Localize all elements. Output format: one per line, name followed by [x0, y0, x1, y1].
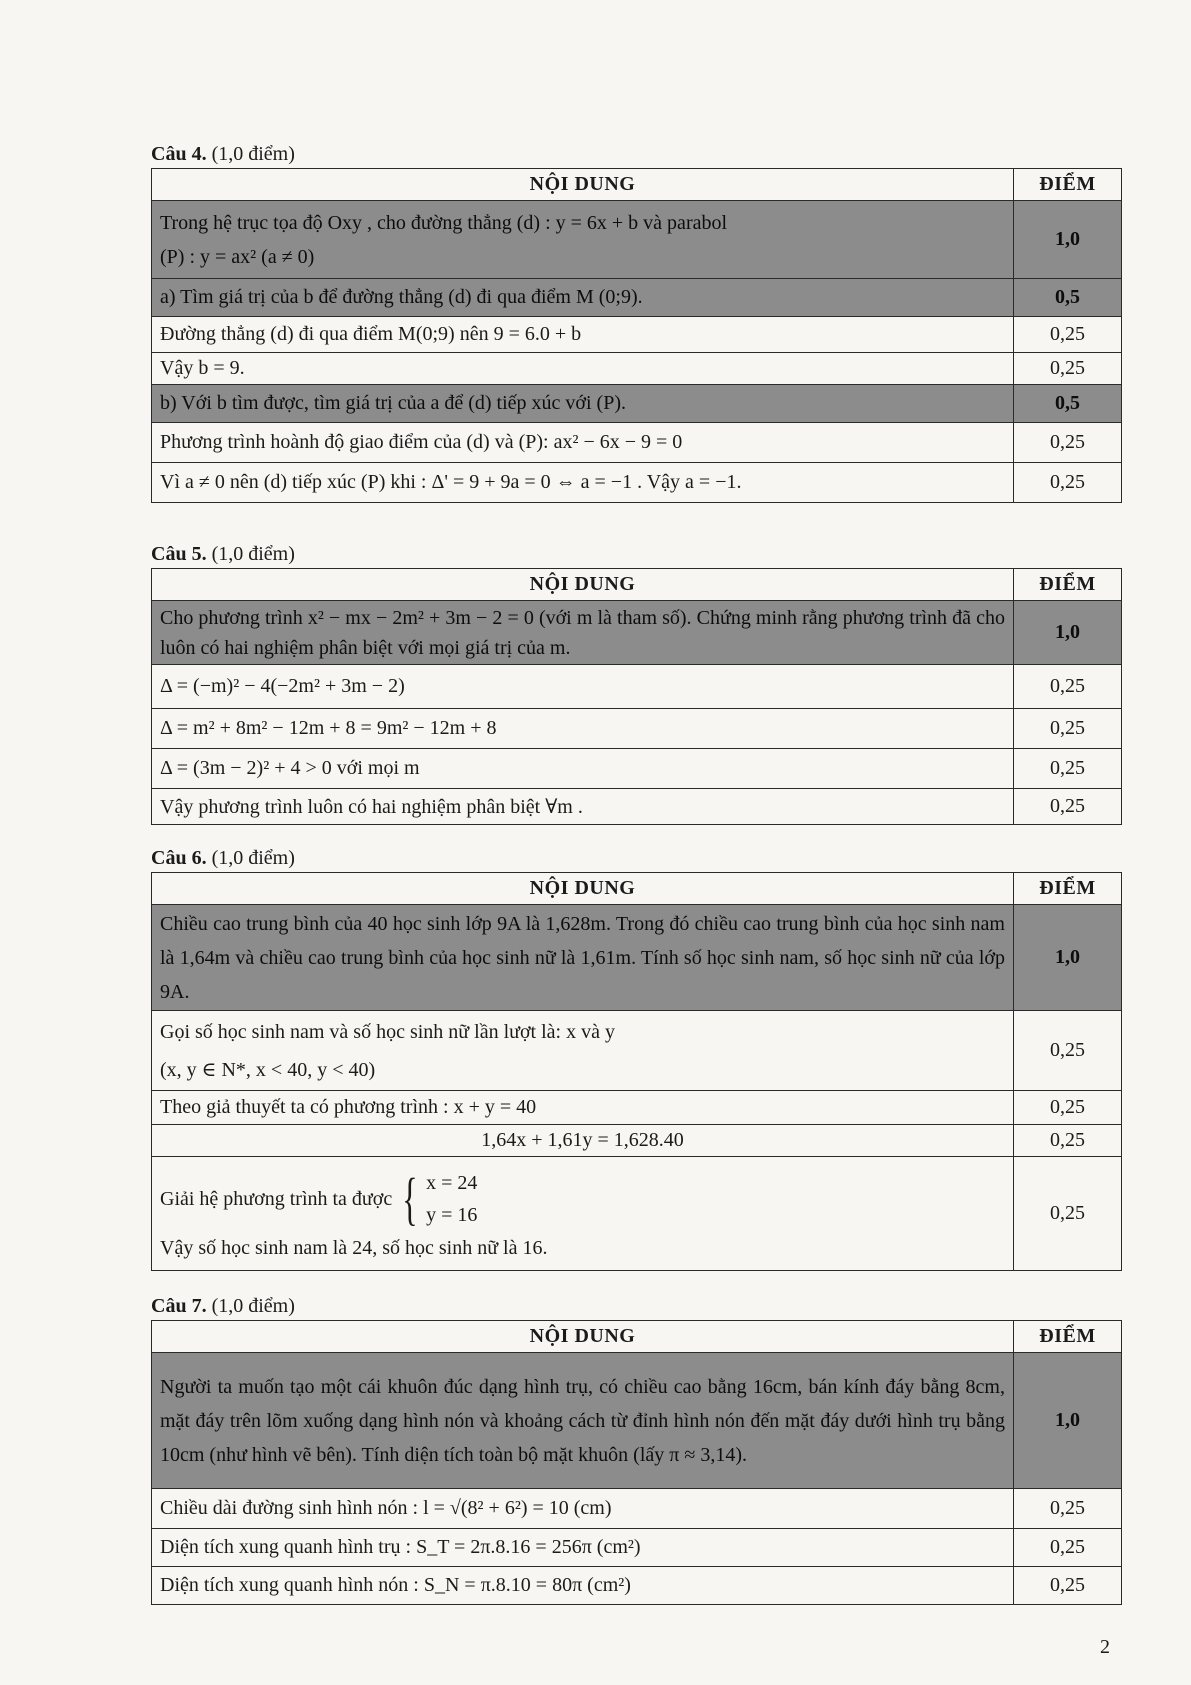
system-solution-line [160, 1167, 1005, 1231]
table-row [152, 317, 1122, 353]
table-header-row [152, 569, 1122, 601]
header-content: NỘI DUNG [152, 169, 1014, 201]
table-row [152, 279, 1122, 317]
table-row [152, 201, 1122, 279]
row-content: Δ = (−m)² − 4(−2m² + 3m − 2) [152, 665, 1014, 709]
question-5-number: Câu 5. [151, 543, 207, 565]
row-content: Δ = (3m − 2)² + 4 > 0 với mọi m [152, 749, 1014, 789]
question-7-title [151, 1292, 1121, 1320]
row-text-line2: (x, y ∈ N*, x < 40, y < 40) [160, 1058, 376, 1081]
row-points: 1,0 [1014, 601, 1122, 665]
row-points: 1,0 [1014, 905, 1122, 1011]
table-header-row [152, 1321, 1122, 1353]
row-content: Người ta muốn tạo một cái khuôn đúc dạng hình trụ, có chiều cao bằng 16cm, bán kính đáy bằng 8cm, mặt đáy trên lõm xuống dạng hình nón và khoảng cách từ đỉnh hình nón đến mặt đáy dưới hình trụ bằng 10cm (như hình vẽ bên). Tính diện tích toàn bộ mặt khuôn (lấy π ≈ 3,14). [152, 1353, 1014, 1489]
header-content: NỘI DUNG [152, 1321, 1014, 1353]
table-row [152, 423, 1122, 463]
row-points: 0,25 [1014, 1011, 1122, 1091]
question-7-section [151, 1292, 1121, 1605]
row-content: Vì a ≠ 0 nên (d) tiếp xúc (P) khi : Δ' = 9 + 9a = 0 ⇔ a = −1 . Vậy a = −1. [152, 463, 1014, 503]
table-header-row [152, 169, 1122, 201]
row-points: 0,25 [1014, 1529, 1122, 1567]
question-5-section [151, 540, 1121, 825]
row-text: Trong hệ trục tọa độ Oxy , cho đường thẳng (d) : y = 6x + b và parabol [160, 211, 728, 234]
row-points: 0,5 [1014, 279, 1122, 317]
table-row [152, 1489, 1122, 1529]
table-row [152, 1157, 1122, 1271]
header-points: ĐIỂM [1014, 569, 1122, 601]
table-row [152, 1529, 1122, 1567]
system-line-x: x = 24 [426, 1172, 478, 1194]
table-row [152, 1011, 1122, 1091]
row-points: 0,25 [1014, 1489, 1122, 1529]
row-content: Đường thẳng (d) đi qua điểm M(0;9) nên 9 = 6.0 + b [152, 317, 1014, 353]
row-content: 1,64x + 1,61y = 1,628.40 [152, 1125, 1014, 1157]
row-content: Diện tích xung quanh hình trụ : S_T = 2π.8.16 = 256π (cm²) [152, 1529, 1014, 1567]
table-header-row [152, 873, 1122, 905]
header-points: ĐIỂM [1014, 169, 1122, 201]
table-row [152, 905, 1122, 1011]
row-text-line2: (P) : y = ax² (a ≠ 0) [160, 245, 315, 268]
equation-system [396, 1167, 477, 1231]
system-line-y: y = 16 [426, 1204, 478, 1226]
table-row [152, 463, 1122, 503]
row-content: Vậy b = 9. [152, 353, 1014, 385]
question-7-points-label: (1,0 điểm) [211, 1295, 295, 1317]
question-5-table [151, 568, 1122, 825]
row-points: 0,25 [1014, 789, 1122, 825]
question-5-points-label: (1,0 điểm) [211, 543, 295, 565]
question-6-section [151, 844, 1121, 1271]
row-content: Theo giả thuyết ta có phương trình : x + y = 40 [152, 1091, 1014, 1125]
header-points: ĐIỂM [1014, 1321, 1122, 1353]
question-6-title [151, 844, 1121, 872]
row-content [152, 201, 1014, 279]
question-4-table [151, 168, 1122, 503]
row-points: 0,5 [1014, 385, 1122, 423]
row-content: a) Tìm giá trị của b để đường thẳng (d) đi qua điểm M (0;9). [152, 279, 1014, 317]
header-content: NỘI DUNG [152, 569, 1014, 601]
row-content: Chiều dài đường sinh hình nón : l = √(8² + 6²) = 10 (cm) [152, 1489, 1014, 1529]
question-4-title [151, 140, 1121, 168]
row-content: b) Với b tìm được, tìm giá trị của a để (d) tiếp xúc với (P). [152, 385, 1014, 423]
question-7-number: Câu 7. [151, 1295, 207, 1317]
question-6-number: Câu 6. [151, 847, 207, 869]
table-row [152, 1091, 1122, 1125]
row-points: 0,25 [1014, 317, 1122, 353]
row-content: Diện tích xung quanh hình nón : S_N = π.8.10 = 80π (cm²) [152, 1567, 1014, 1605]
row-points: 1,0 [1014, 201, 1122, 279]
table-row [152, 1353, 1122, 1489]
row-content [152, 1011, 1014, 1091]
question-4-number: Câu 4. [151, 143, 207, 165]
row-points: 0,25 [1014, 709, 1122, 749]
row-points: 0,25 [1014, 1125, 1122, 1157]
row-content: Cho phương trình x² − mx − 2m² + 3m − 2 = 0 (với m là tham số). Chứng minh rằng phương trình đã cho luôn có hai nghiệm phân biệt với mọi giá trị của m. [152, 601, 1014, 665]
row-content [152, 1157, 1014, 1271]
row-content: Chiều cao trung bình của 40 học sinh lớp 9A là 1,628m. Trong đó chiều cao trung bình của học sinh nam là 1,64m và chiều cao trung bình của học sinh nữ là 1,61m. Tính số học sinh nam, số học sinh nữ của lớp 9A. [152, 905, 1014, 1011]
row-points: 0,25 [1014, 1157, 1122, 1271]
row-points: 1,0 [1014, 1353, 1122, 1489]
question-4-section [151, 140, 1121, 503]
table-row [152, 1125, 1122, 1157]
row-content: Δ = m² + 8m² − 12m + 8 = 9m² − 12m + 8 [152, 709, 1014, 749]
table-row [152, 385, 1122, 423]
question-6-table [151, 872, 1122, 1271]
row-points: 0,25 [1014, 423, 1122, 463]
row-points: 0,25 [1014, 1091, 1122, 1125]
row-text-line2: Vậy số học sinh nam là 24, số học sinh nữ là 16. [160, 1237, 548, 1259]
table-row [152, 789, 1122, 825]
page-number: 2 [1100, 1636, 1110, 1658]
question-5-title [151, 540, 1121, 568]
row-points: 0,25 [1014, 749, 1122, 789]
row-content: Phương trình hoành độ giao điểm của (d) và (P): ax² − 6x − 9 = 0 [152, 423, 1014, 463]
question-6-points-label: (1,0 điểm) [211, 847, 295, 869]
row-text: Gọi số học sinh nam và số học sinh nữ lần lượt là: x và y [160, 1020, 615, 1043]
brace-icon: { [402, 1166, 418, 1231]
question-7-table [151, 1320, 1122, 1605]
table-row [152, 353, 1122, 385]
row-points: 0,25 [1014, 353, 1122, 385]
header-content: NỘI DUNG [152, 873, 1014, 905]
row-points: 0,25 [1014, 1567, 1122, 1605]
table-row [152, 601, 1122, 665]
table-row [152, 665, 1122, 709]
table-row [152, 1567, 1122, 1605]
question-4-points-label: (1,0 điểm) [211, 143, 295, 165]
header-points: ĐIỂM [1014, 873, 1122, 905]
table-row [152, 749, 1122, 789]
row-content: Vậy phương trình luôn có hai nghiệm phân biệt ∀m . [152, 789, 1014, 825]
row-points: 0,25 [1014, 665, 1122, 709]
table-row [152, 709, 1122, 749]
row-text: Giải hệ phương trình ta được [160, 1187, 393, 1210]
row-points: 0,25 [1014, 463, 1122, 503]
